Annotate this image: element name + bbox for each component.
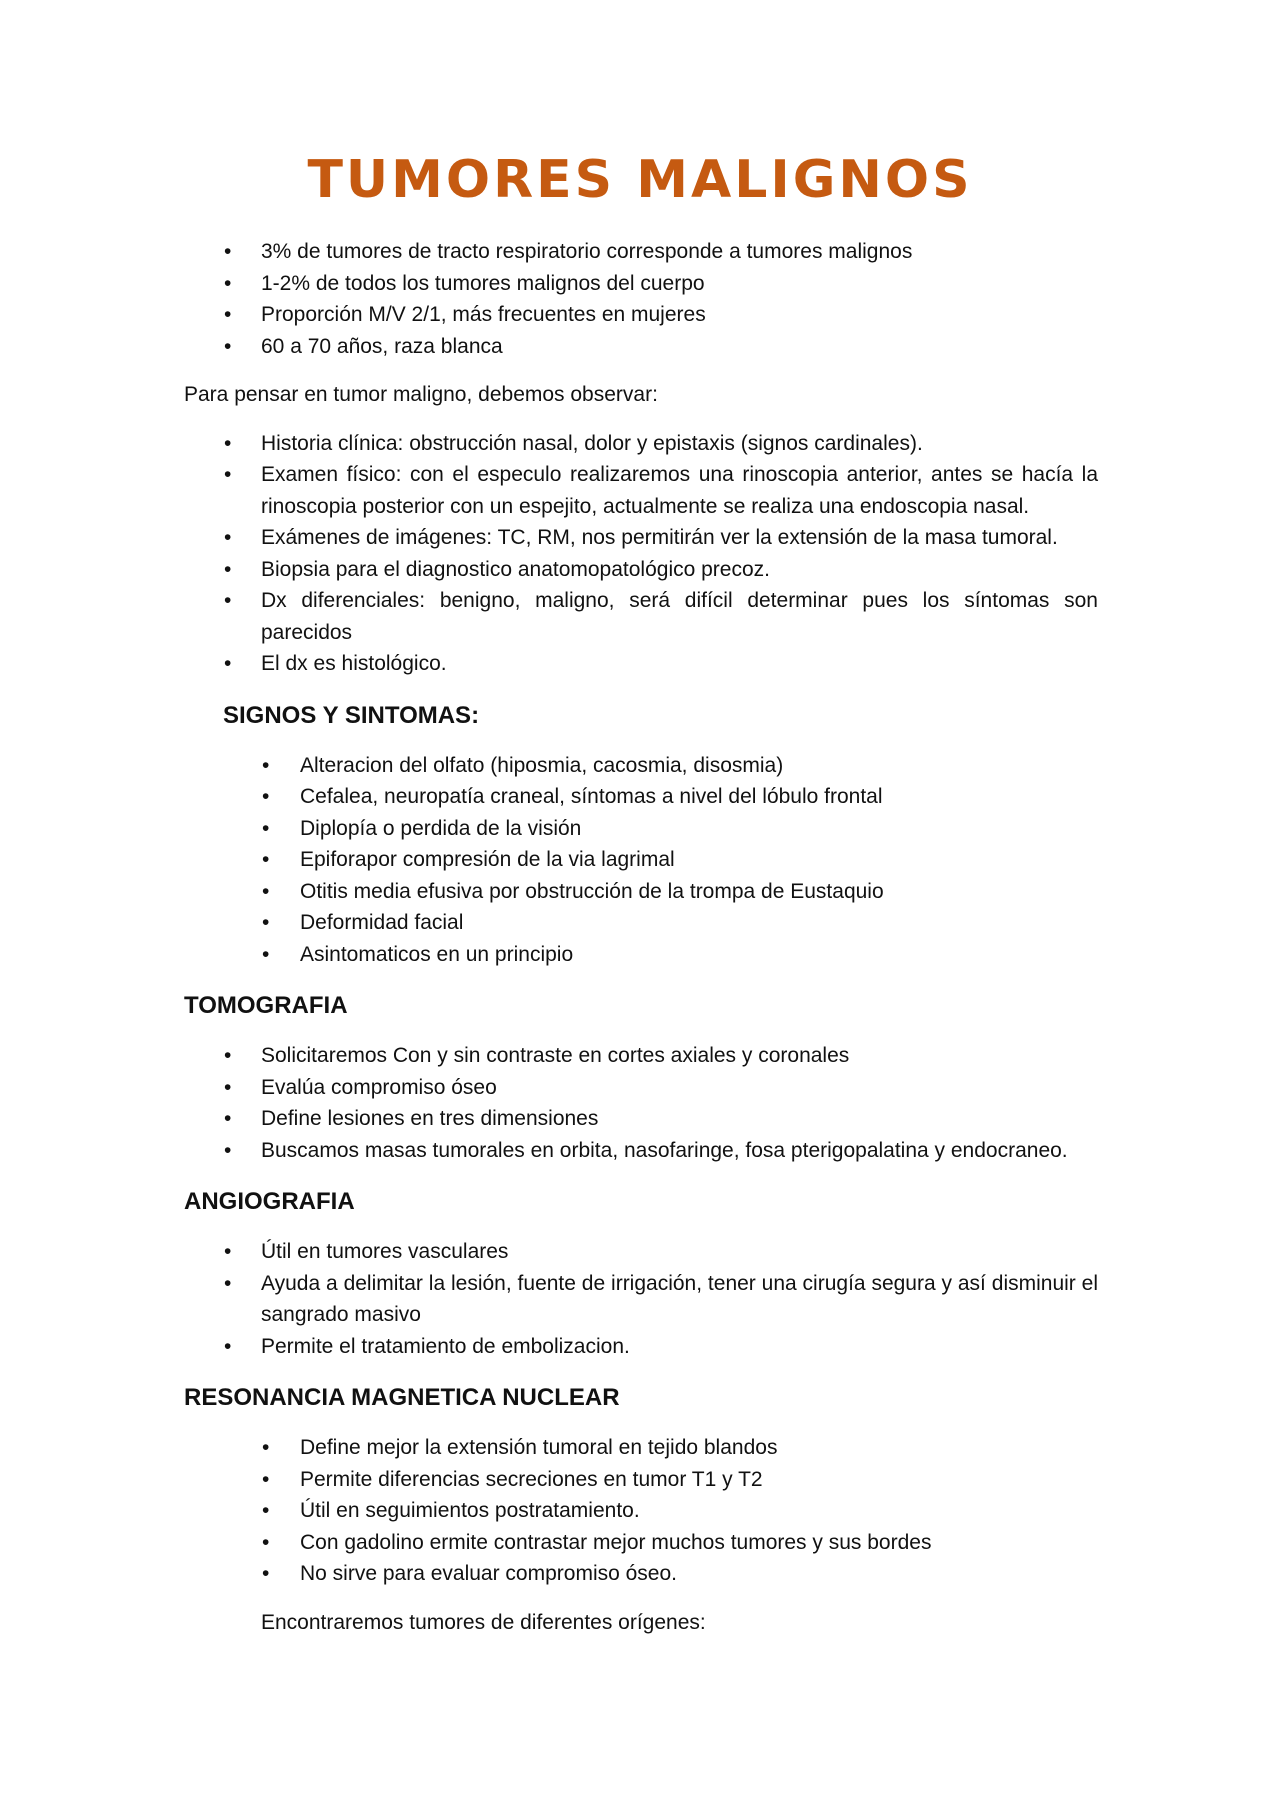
- list-item: [184, 236, 1098, 268]
- observe-paragraph: Para pensar en tumor maligno, debemos observar:: [184, 383, 658, 406]
- bullet-icon: •: [224, 1107, 232, 1130]
- bullet-icon: •: [224, 1044, 232, 1067]
- list-item-text: Deformidad facial: [300, 911, 464, 934]
- bullet-icon: •: [262, 911, 270, 934]
- bullet-icon: •: [262, 848, 270, 871]
- bullet-icon: •: [262, 753, 270, 777]
- list-item-text: Permite diferencias secreciones en tumor T1 y T2: [300, 1467, 763, 1491]
- list-item: [184, 813, 1098, 845]
- list-item-text: 1-2% de todos los tumores malignos del cuerpo: [261, 271, 705, 295]
- list-item: [184, 781, 1098, 813]
- document-title: TUMORES MALIGNOS: [307, 150, 973, 210]
- bullet-icon: •: [224, 557, 232, 581]
- list-item: [184, 428, 1098, 460]
- list-item-text: Con gadolino ermite contrastar mejor muchos tumores y sus bordes: [300, 1530, 932, 1554]
- list-item: [184, 1072, 1098, 1104]
- list-item-text: Diplopía o perdida de la visión: [300, 816, 582, 840]
- bullet-icon: •: [262, 1530, 270, 1554]
- heading-tomografia: TOMOGRAFIA: [184, 992, 348, 1019]
- list-item-text: Asintomaticos en un principio: [300, 942, 574, 966]
- bullet-icon: •: [224, 1271, 232, 1295]
- list-item: [184, 585, 1098, 648]
- resonancia-list: [184, 1432, 1098, 1590]
- bullet-icon: •: [224, 1240, 232, 1263]
- list-item-text: Proporción M/V 2/1, más frecuentes en mujeres: [261, 303, 706, 326]
- list-item: [184, 1236, 1098, 1268]
- intro-list: [184, 236, 1098, 362]
- bullet-icon: •: [262, 1562, 270, 1585]
- bullet-icon: •: [224, 1075, 232, 1099]
- list-item: [184, 459, 1098, 522]
- list-item-text: Útil en tumores vasculares: [261, 1240, 509, 1263]
- list-item: [184, 268, 1098, 300]
- list-item: [184, 907, 1098, 939]
- heading-resonancia: RESONANCIA MAGNETICA NUCLEAR: [184, 1384, 620, 1411]
- bullet-icon: •: [224, 334, 232, 358]
- bullet-icon: •: [262, 816, 270, 840]
- list-item-text: Alteracion del olfato (hiposmia, cacosmia, disosmia): [300, 753, 784, 777]
- list-item-text: 3% de tumores de tracto respiratorio corresponde a tumores malignos: [261, 240, 913, 263]
- list-item-text: Buscamos masas tumorales en orbita, nasofaringe, fosa pterigopalatina y endocraneo.: [261, 1138, 1068, 1162]
- list-item-text: Cefalea, neuropatía craneal, síntomas a nivel del lóbulo frontal: [300, 785, 883, 808]
- bullet-icon: •: [262, 1499, 270, 1522]
- list-item-text: Define mejor la extensión tumoral en tejido blandos: [300, 1436, 778, 1459]
- bullet-icon: •: [224, 526, 232, 549]
- bullet-icon: •: [224, 652, 232, 675]
- list-item: [184, 1432, 1098, 1464]
- bullet-icon: •: [224, 240, 232, 263]
- signos-list: [184, 750, 1098, 971]
- list-item-text: Otitis media efusiva por obstrucción de la trompa de Eustaquio: [300, 879, 884, 903]
- list-item-text: Permite el tratamiento de embolizacion.: [261, 1334, 630, 1358]
- bullet-icon: •: [262, 942, 270, 966]
- bullet-icon: •: [262, 1436, 270, 1459]
- bullet-icon: •: [262, 785, 270, 808]
- list-item: [184, 876, 1098, 908]
- list-item: [184, 522, 1098, 554]
- list-item: [184, 299, 1098, 331]
- list-item: [184, 939, 1098, 971]
- list-item-text: Ayuda a delimitar la lesión, fuente de irrigación, tener una cirugía segura y así disminuir el sangrado masivo: [261, 1271, 1098, 1326]
- bullet-icon: •: [224, 463, 232, 486]
- list-item: [184, 1040, 1098, 1072]
- list-item: [184, 1495, 1098, 1527]
- bullet-icon: •: [224, 303, 232, 326]
- list-item: [184, 1135, 1098, 1167]
- closing-paragraph: Encontraremos tumores de diferentes orígenes:: [261, 1610, 706, 1634]
- bullet-icon: •: [224, 431, 232, 455]
- list-item-text: No sirve para evaluar compromiso óseo.: [300, 1562, 677, 1585]
- list-item-text: Epiforapor compresión de la via lagrimal: [300, 848, 675, 871]
- list-item-text: Biopsia para el diagnostico anatomopatológico precoz.: [261, 557, 770, 581]
- bullet-icon: •: [262, 1467, 270, 1491]
- list-item: [184, 1103, 1098, 1135]
- bullet-icon: •: [224, 271, 232, 295]
- list-item-text: Define lesiones en tres dimensiones: [261, 1107, 599, 1130]
- list-item: [184, 1464, 1098, 1496]
- list-item-text: 60 a 70 años, raza blanca: [261, 334, 503, 358]
- bullet-icon: •: [224, 589, 232, 612]
- list-item-text: Evalúa compromiso óseo: [261, 1075, 497, 1099]
- list-item: [184, 648, 1098, 680]
- list-item-text: Dx diferenciales: benigno, maligno, será difícil determinar pues los síntomas son parecidos: [261, 589, 1098, 644]
- heading-angiografia: ANGIOGRAFIA: [184, 1188, 355, 1215]
- list-item: [184, 1268, 1098, 1331]
- list-item-text: Examen físico: con el especulo realizaremos una rinoscopia anterior, antes se hacía la rinoscopia posterior con un espejito, actualmente se realiza una endoscopia nasal.: [261, 463, 1098, 518]
- bullet-icon: •: [262, 879, 270, 903]
- list-item: [184, 1558, 1098, 1590]
- bullet-icon: •: [224, 1138, 232, 1162]
- list-item: [184, 750, 1098, 782]
- list-item: [184, 554, 1098, 586]
- observe-list: [184, 428, 1098, 680]
- angiografia-list: [184, 1236, 1098, 1362]
- list-item-text: Historia clínica: obstrucción nasal, dolor y epistaxis (signos cardinales).: [261, 431, 923, 455]
- document-body: [184, 236, 1098, 1655]
- tomografia-list: [184, 1040, 1098, 1166]
- list-item: [184, 1527, 1098, 1559]
- list-item: [184, 1331, 1098, 1363]
- list-item-text: El dx es histológico.: [261, 652, 447, 675]
- list-item-text: Exámenes de imágenes: TC, RM, nos permitirán ver la extensión de la masa tumoral.: [261, 526, 1058, 549]
- list-item: [184, 331, 1098, 363]
- list-item: [184, 844, 1098, 876]
- bullet-icon: •: [224, 1334, 232, 1358]
- list-item-text: Útil en seguimientos postratamiento.: [300, 1499, 640, 1522]
- list-item-text: Solicitaremos Con y sin contraste en cortes axiales y coronales: [261, 1044, 850, 1067]
- heading-signos-sintomas: SIGNOS Y SINTOMAS:: [223, 701, 480, 729]
